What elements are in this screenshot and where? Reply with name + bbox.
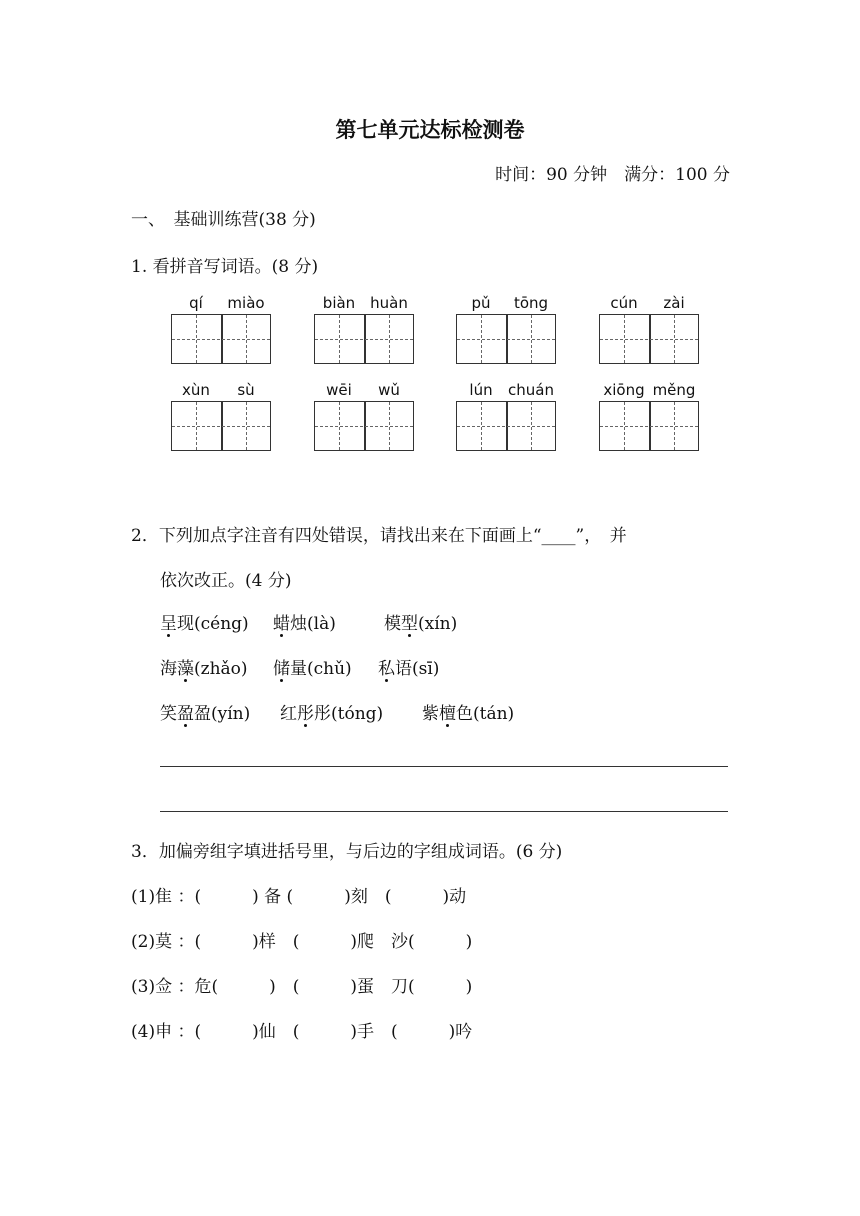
pinyin-syllable: chuán [508,381,554,399]
pinyin-syllable: zài [663,294,685,312]
dotted-char: 型 [401,614,418,634]
dotted-char: 盈 [177,704,194,724]
pinyin-word: 蜡烛(là) [273,614,336,634]
dotted-char: 藻 [177,659,194,679]
pinyin-syllable: xùn [182,381,210,399]
dotted-char: 储 [273,659,290,679]
question-3-row: (3)佥 ：危( ) ( )蛋 刀( ) [131,977,473,997]
pinyin-word: 私语(sī) [378,659,440,679]
pinyin-word: 储量(chǔ) [273,659,352,679]
pinyin-syllable: měng [652,381,696,399]
question-3-row: (4)申 ：( )仙 ( )手 ( )吟 [131,1022,473,1042]
writing-boxes[interactable] [314,401,414,451]
answer-line[interactable] [160,811,728,812]
question-3-label: 3．加偏旁组字填进括号里，与后边的字组成词语。(6 分) [131,842,563,862]
pinyin-syllable: wǔ [378,381,400,399]
pinyin-word: 紫檀色(tán) [422,704,515,724]
writing-boxes[interactable] [599,314,699,364]
pinyin-syllable: wēi [326,381,352,399]
writing-boxes[interactable] [171,401,271,451]
writing-boxes[interactable] [314,314,414,364]
dotted-char: 私 [378,659,395,679]
writing-boxes[interactable] [599,401,699,451]
question-2-line2: 依次改正。(4 分) [160,571,292,591]
question-3-row: (2)莫 ：( )样 ( )爬 沙( ) [131,932,473,952]
writing-boxes[interactable] [456,314,556,364]
pinyin-syllable: xiōng [603,381,645,399]
pinyin-syllable: qí [189,294,203,312]
pinyin-word: 笑盈盈(yín) [160,704,251,724]
page-title: 第七单元达标检测卷 [335,118,525,142]
pinyin-word: 海藻(zhǎo) [160,659,248,679]
dotted-char: 蜡 [273,614,290,634]
pinyin-word: 呈现(céng) [160,614,249,634]
pinyin-syllable: cún [610,294,638,312]
exam-info: 时间：90 分钟 满分：100 分 [495,165,730,185]
question-2-line1: 2．下列加点字注音有四处错误，请找出来在下面画上“____”， 并 [131,526,627,546]
question-1-label: 1. 看拼音写词语。(8 分) [131,257,319,277]
writing-boxes[interactable] [171,314,271,364]
pinyin-word: 模型(xín) [384,614,458,634]
pinyin-syllable: biàn [322,294,356,312]
answer-line[interactable] [160,766,728,767]
pinyin-syllable: miào [227,294,265,312]
pinyin-syllable: huàn [370,294,408,312]
pinyin-syllable: sù [237,381,255,399]
pinyin-syllable: tōng [513,294,549,312]
writing-boxes[interactable] [456,401,556,451]
dotted-char: 彤 [297,704,314,724]
pinyin-syllable: lún [469,381,493,399]
question-3-row: (1)隹 ：( ) 备 ( )刻 ( )动 [131,887,467,907]
pinyin-syllable: pǔ [471,294,491,312]
pinyin-word: 红彤彤(tóng) [280,704,384,724]
dotted-char: 檀 [439,704,456,724]
section-heading: 一、 基础训练营(38 分) [131,210,316,230]
dotted-char: 呈 [160,614,177,634]
